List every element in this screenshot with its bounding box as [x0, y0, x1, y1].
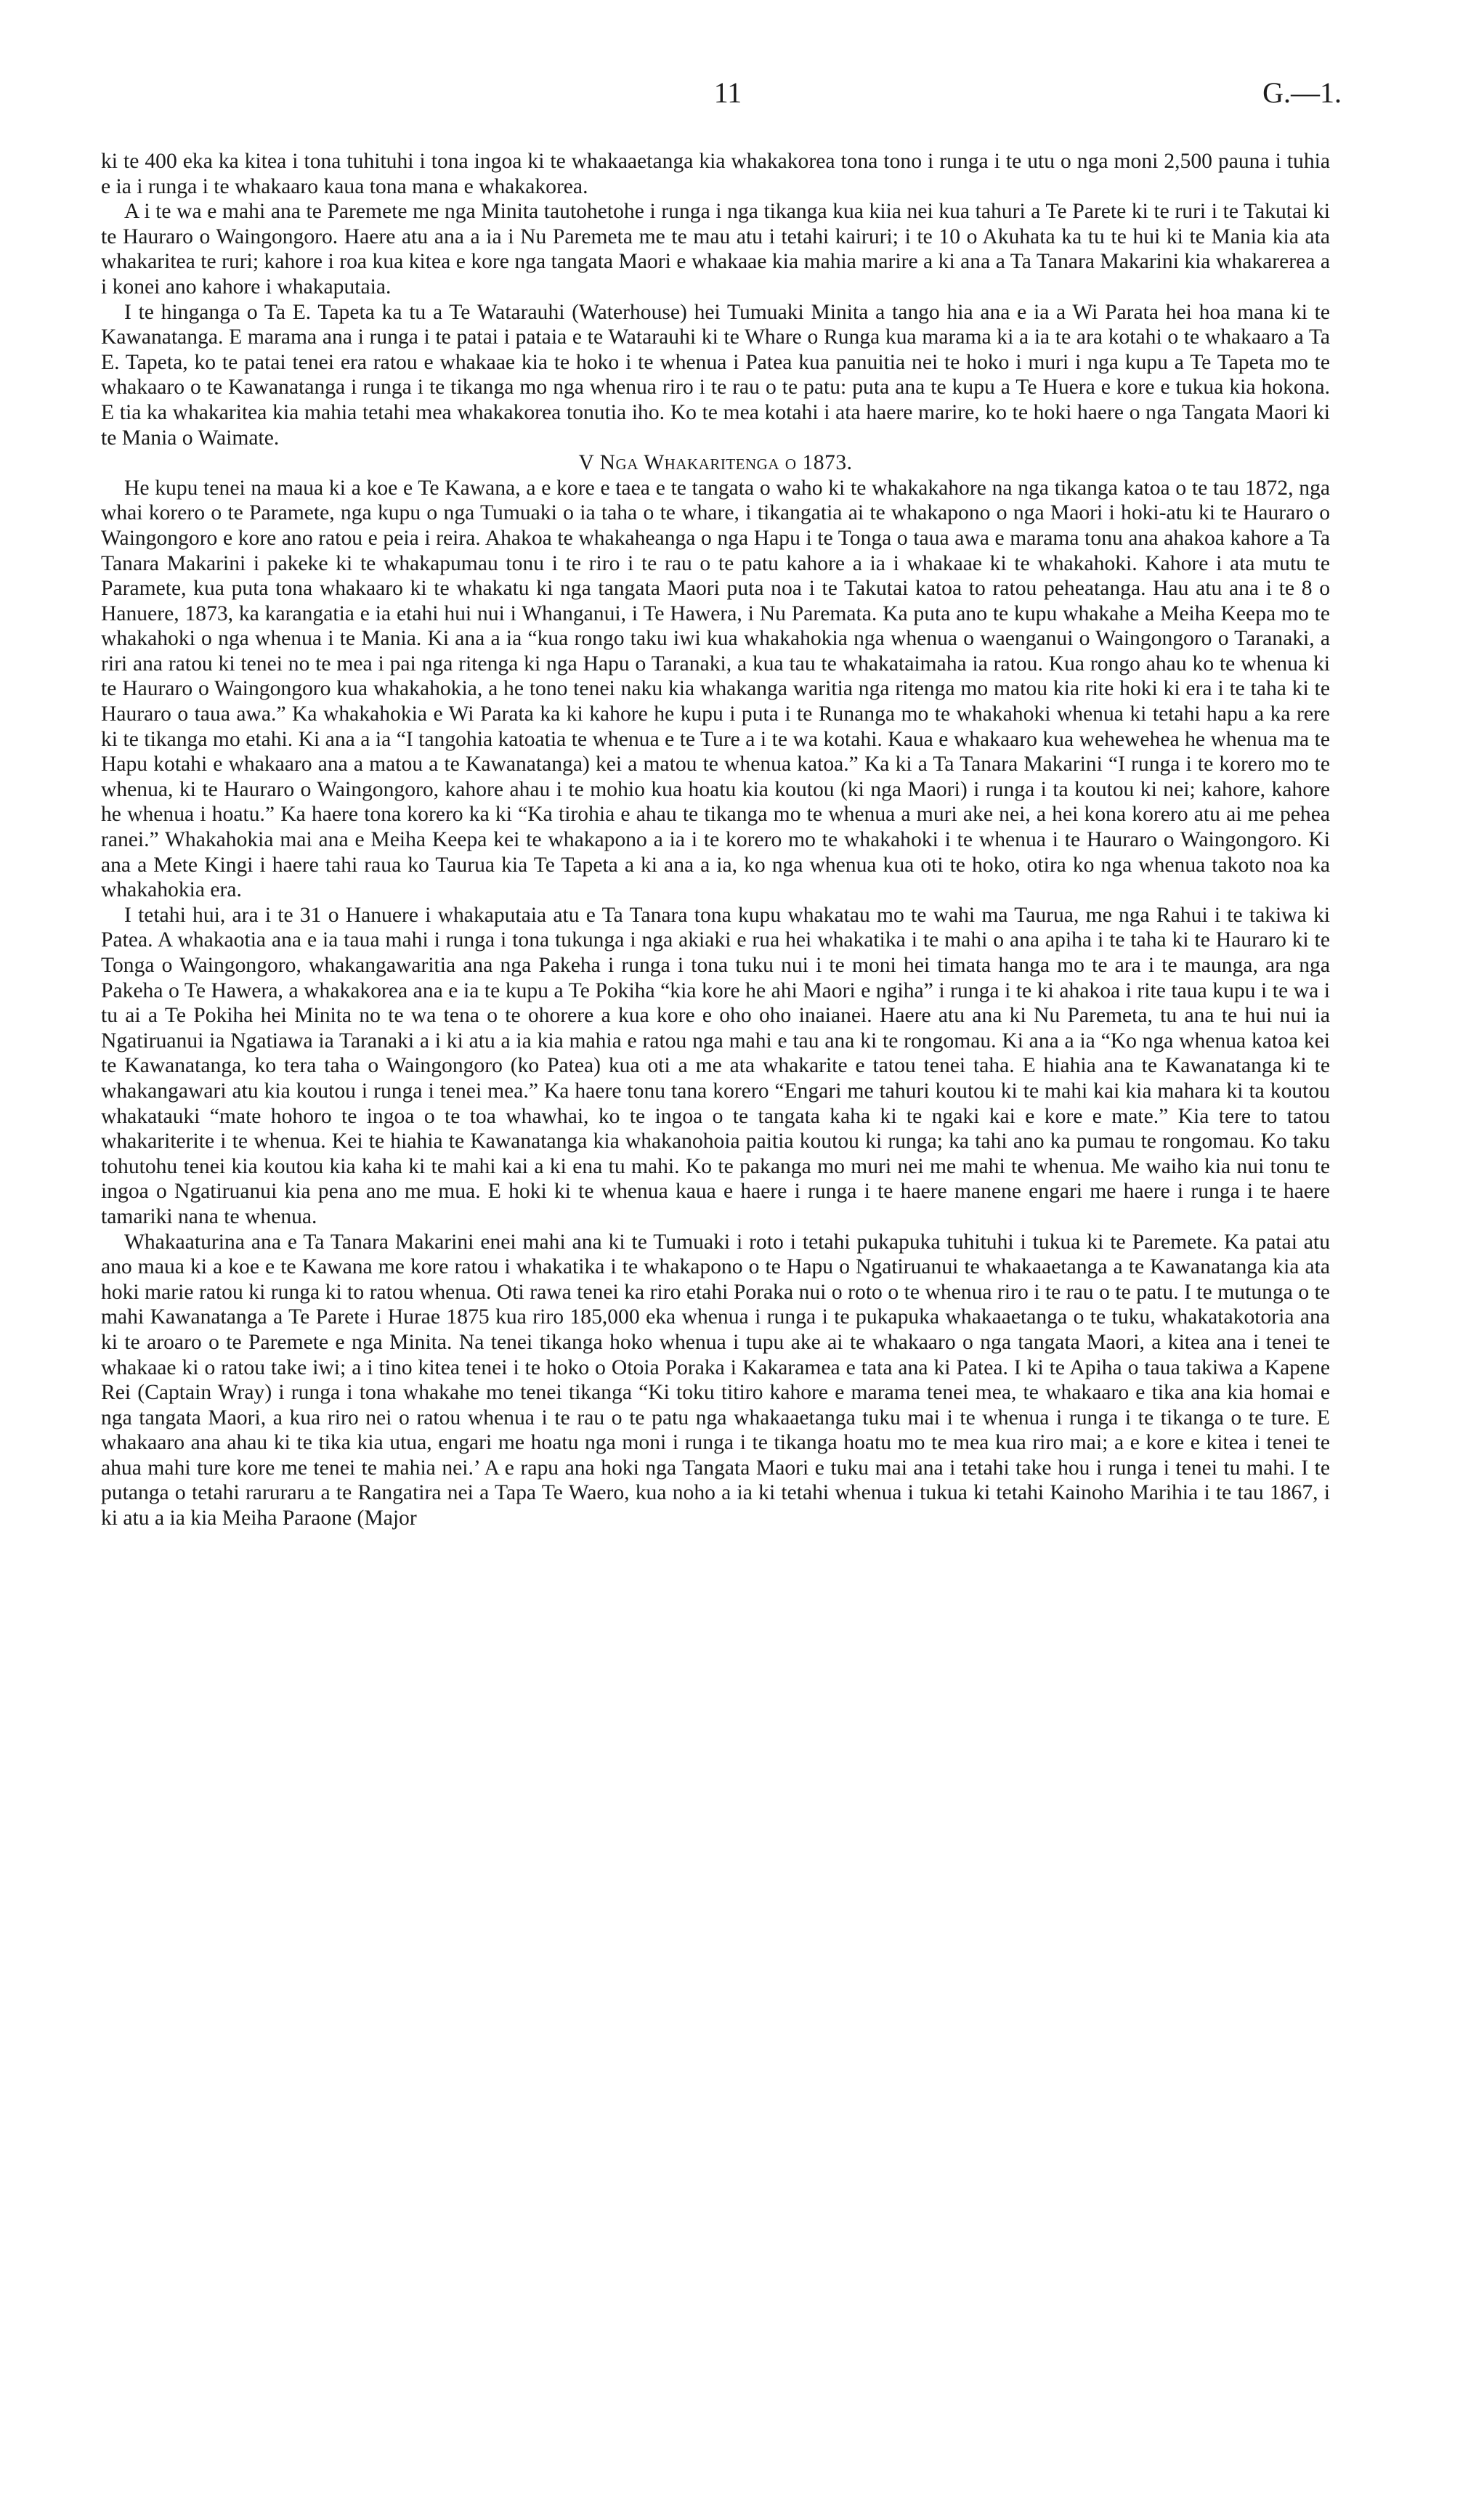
- page-number: 11: [713, 76, 742, 109]
- paragraph-waterhouse-ministry: I te hinganga o Ta E. Tapeta ka tu a Te Watarauhi (Waterhouse) hei Tumuaki Minita a tango hia ana e ia a Wi Parata hei hoa mana ki te Kawanatanga. E marama ana i runga i te patai i pataia e te Watarauhi ki te Whare o Runga kua marama ki a ia te ara kotahi o te whakaaro a Ta E. Tapeta, ko te patai tenei era ratou e whakaae kia te hoko i te whenua i Patea kua panuitia nei te hoko i muri i nga kupu a Te Tapeta mo te whakaaro o te Kawanatanga i runga i te tikanga mo nga whenua riro i te rau o te patu: puta ana te kupu a Te Huera e kore e tukua kia hokona. E tia ka whakaritea kia mahia tetahi mea whakakorea tonutia iho. Ko te mea kotahi i ata haere marire, ko te hoki haere o nga Tangata Maori ki te Mania o Waimate.: [101, 300, 1330, 450]
- paragraph-land-purchases: Whakaaturina ana e Ta Tanara Makarini enei mahi ana ki te Tumuaki i roto i tetahi pukapuka tuhituhi i tukua ki te Paremete. Ka patai atu ano maua ki a koe e te Kawana me kore ratou i whakatika i te whakapono o te Hapu o Ngatiruanui te whakaaetanga a te Kawanatanga kia ata hoki marie ratou ki runga ki to ratou whenua. Oti rawa tenei ka riro etahi Poraka nui o roto o te whenua riro i te rau o te patu. I te mutunga o te mahi Kawanatanga a Te Parete i Hurae 1875 kua riro 185,000 eka whenua i runga i te pukapuka whakaaetanga o te tuku, whakatakotoria ana ki te aroaro o te Paremete e nga Minita. Na tenei tikanga hoko whenua i tupu ake ai te whakaaro o nga tangata Maori, a kitea ana i tenei te whakaae ki o ratou take iwi; a i tino kitea tenei i te hoko o Otoia Poraka i Kakaramea e tata ana ki Patea. I ki te Apiha o taua takiwa a Kapene Rei (Captain Wray) i runga i tona whakahe mo tenei tikanga “Ki toku titiro kahore e marama tenei mea, te whakaaro e tika ana kia homai e nga tangata Maori, a kua riro nei o ratou whenua i te rau o te patu nga whakaaetanga tuku mai i te whenua i runga i te tikanga o te ture. E whakaaro ana ahau ki te tika kia utua, engari me hoatu nga moni i runga i te tikanga hoatu mo te mea kua riro mai; a e kore e kitea i tenei te ahua mahi ture kore me tenei te mahia nei.’ A e rapu ana hoki nga Tangata Maori e tuku mai ana i tetahi take hou i runga i tenei tu mahi. I te putanga o tetahi raruraru a te Rangatira nei a Tapa Te Waero, kua noho a ia ki tetahi whenua i tukua ki tetahi Kainoho Marihia i te tau 1867, i ki atu a ia kia Meiha Paraone (Major: [101, 1230, 1330, 1530]
- document-series-code: G.—1.: [1262, 76, 1342, 109]
- paragraph-hanuere-meeting: I tetahi hui, ara i te 31 o Hanuere i whakaputaia atu e Ta Tanara tona kupu whakatau mo te wahi ma Taurua, me nga Rahui i te takiwa ki Patea. A whakaotia ana e ia taua mahi i runga i tona tukunga i nga akiaki e rua hei whakatika i te mahi o ana apiha i te taha ki te Hauraro ki te Tonga o Waingongoro, whakangawaritia ana nga Pakeha i runga i tona tuku nui i te moni hei timata hanga mo te ara i te maunga, ara nga Pakeha o Te Hawera, a whakakorea ana e ia te kupu a Te Pokiha “kia kore he ahi Maori e ngiha” i runga i te ki ahakoa i rite taua kupu i te wa i tu ai a Te Pokiha hei Minita no te wa tena o te ohorere a kua kore e oho oho inaianei. Haere atu ana ki Nu Paremeta, tu ana te hui nui ia Ngatiruanui ia Ngatiawa ia Taranaki a i ki atu a ia kia mahia e ratou nga mahi e tau ana ki te rongomau. Ki ana a ia “Ko nga whenua katoa kei te Kawanatanga, ko tera taha o Waingongoro (ko Patea) kua oti a me ata whakarite e tatou tenei taha. E hiahia ana te Kawanatanga ki te whakangawari atu kia koutou i runga i tenei mea.” Ka haere tonu tana korero “Engari me tahuri koutou ki te mahi kai kia mahara ki ta koutou whakatauki “mate hohoro te ingoa o te toa whawhai, ko te ingoa o te tangata kaha ki te ngaki kai e kore e mate.” Kia tere to tatou whakariterite i te whenua. Kei te hiahia te Kawanatanga kia whakanohoia paitia koutou ki runga; ka tahi ano ka pumau te rongomau. Ko taku tohutohu tenei kia koutou kia kaha ki te mahi kai a ki ena tu mahi. Ko te pakanga mo muri nei me mahi te whenua. Me waiho kia nui tonu te ingoa o Ngatiruanui kia pena ano me mua. E hoki ki te whenua kaua e haere i runga i te haere manene engari me haere i runga i te haere tamariki nana te whenua.: [101, 903, 1330, 1228]
- paragraph-parete-survey: A i te wa e mahi ana te Paremete me nga Minita tautohetohe i runga i nga tikanga kua kiia nei kua tahuri a Te Parete ki te ruri i te Takutai ki te Hauraro o Waingongoro. Haere atu ana a ia i Nu Paremeta me te mau atu i tetahi kairuri; i te 10 o Akuhata ka tu te hui ki te Mania kia ata whakaritea te ruri; kahore i roa kua kitea e kore nga tangata Maori e whakaae kia mahia marire a ki ana a Ta Tanara Makarini kia whakarerea a i konei ano kahore i whakaputaia.: [101, 200, 1330, 299]
- paragraph-arrangements-1873: He kupu tenei na maua ki a koe e Te Kawana, a e kore e taea e te tangata o waho ki te whakakahore na nga tikanga katoa o te tau 1872, nga whai korero o te Paramete, nga kupu o nga Tumuaki o ia taha o te whare, i tikangatia ai te whakapono o nga Maori i hoki-atu ki te Hauraro o Waingongoro e kore ano ratou e peia i reira. Ahakoa te whakaheanga o nga Hapu i te Tonga o taua awa e marama tonu ana ahakoa kahore a Ta Tanara Makarini i pakeke ki te whakapumau tonu i te riro i te rau o te patu kahore a ia i whakaae ki te whakahoki. Kahore i ata mutu te Paramete, kua puta tona whakaaro ki te whakatu ki nga tangata Maori puta noa i te Takutai katoa to ratou peheatanga. Hau atu ana i te 8 o Hanuere, 1873, ka karangatia e ia etahi hui nui i Whanganui, i Te Hawera, i Nu Paremata. Ka puta ano te kupu whakahe a Meiha Keepa mo te whakahoki o nga whenua i te Mania. Ki ana a ia “kua rongo taku iwi kua whakahokia nga whenua o waenganui o Waingongoro o Taranaki, a riri ana ratou ki tenei no te mea i pai nga ritenga ki nga Hapu o Taranaki, a kua tau te whakataimaha ia ratou. Kua rongo ahau ko te whenua ki te Hauraro o Waingongoro kua whakahokia, a he tono tenei naku kia whakanga waritia nga ritenga mo matou kia rite hoki ki era i te taha ki te Hauraro o taua awa.” Ka whakahokia e Wi Parata ka ki kahore he kupu i puta i te Runanga mo te whakahoki whenua ki tetahi hapu a ka rere ki te tikanga mo etahi. Ki ana a ia “I tangohia katoatia te whenua e te Ture a i te wa kotahi. Kaua e whakaaro kua wehewehea he whenua ma te Hapu kotahi e whakaaro ana a matou a te Kawanatanga) kei a matou te whenua katoa.” Ka ki a Ta Tanara Makarini “I runga i te korero mo te whenua, ki te Hauraro o Waingongoro, kahore ahau i te mohio kua hoatu kia koutou (ki nga Maori) i runga i ta koutou ki nei; kahore, kahore he whenua i hoatu.” Ka haere tona korero ka ki “Ka tirohia e ahau te tikanga mo te whenua a muri ake nei, a hei kona korero atu ai me pehea ranei.” Whakahokia mai ana e Meiha Keepa kei te whakapono a ia i te korero mo te whakahoki i te whenua i te Hauraro o Waingongoro. Ki ana a Mete Kingi i haere tahi raua ko Taurua kia Te Tapeta a ki ana a ia, ko nga whenua kua oti te hoko, otira ko nga whenua takoto noa ka whakahokia era.: [101, 476, 1330, 902]
- section-heading: V Nga Whakaritenga o 1873.: [578, 451, 853, 475]
- paragraph-continuation: ki te 400 eka ka kitea i tona tuhituhi i tona ingoa ki te whakaaetanga kia whakakorea tona tono i runga i te utu o nga moni 2,500 pauna i tuhia e ia i runga i te whakaaro kaua tona mana e whakakorea.: [101, 150, 1330, 198]
- body-text: [101, 149, 1330, 1531]
